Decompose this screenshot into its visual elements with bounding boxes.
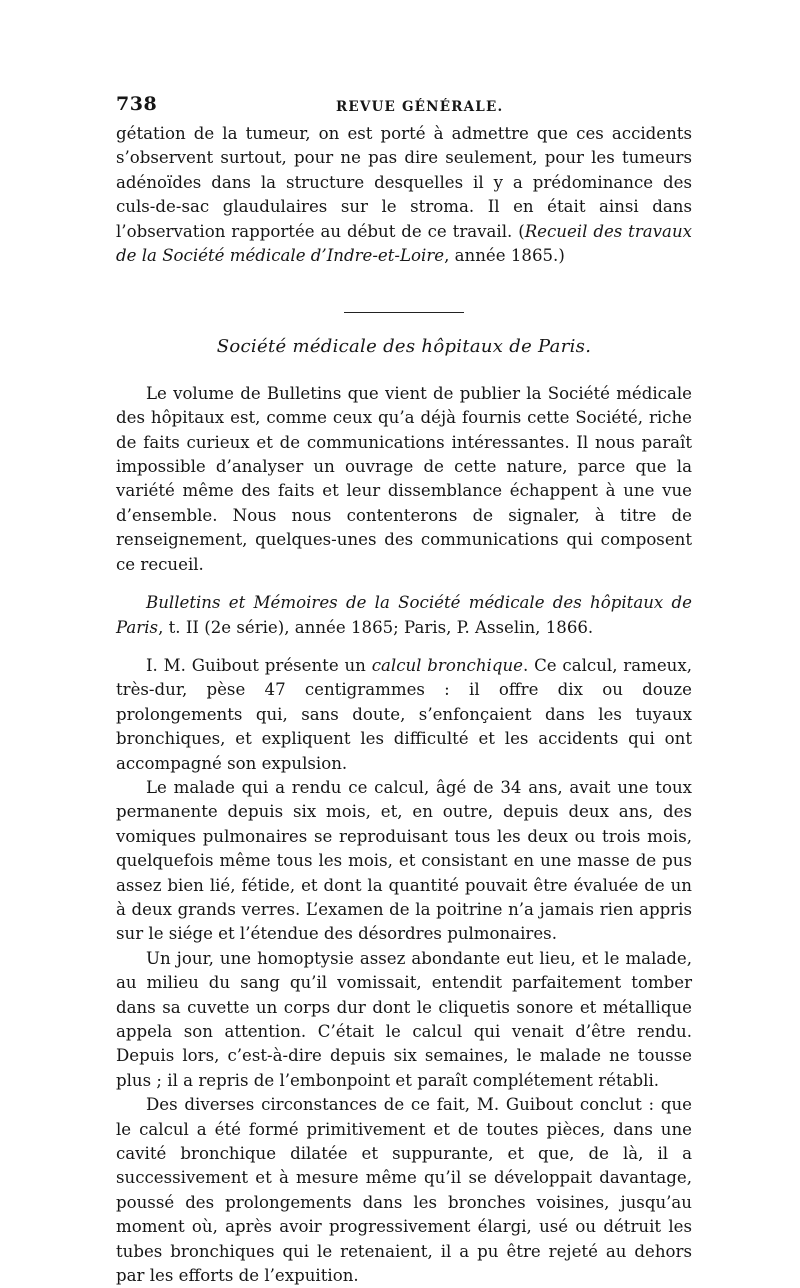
paragraph-volume: Le volume de Bulletins que vient de publier la Société médicale des hôpitaux est, comme ceux qu’a déjà fournis cette Société, riche de faits curieux et de communications intéressantes. Il nous paraît impossible d’analyser un ouvrage de cette nature, parce que la variété même des faits et leur dissemblance échappent à une vue d’ensemble. Nous nous contenterons de signaler, à titre de renseignement, quelques-unes des communications qui composent ce recueil.	[116, 383, 692, 574]
section-divider	[344, 312, 464, 313]
spacer	[116, 640, 692, 654]
paragraph-homoptysie: Un jour, une homoptysie assez abondante eut lieu, et le malade, au milieu du sang qu’il vomissait, entendit parfaitement tomber dans sa cuvette un corps dur dont le cliquetis sonore et métallique appela son attention. C’était le calcul qui venait d’être rendu. Depuis lors, c’est-à-dire depuis six semaines, le malade ne tousse plus ; il a repris de l’embonpoint et paraît complétement rétabli.	[116, 948, 692, 1090]
biblio-details: , t. II (2e série), année 1865; Paris, P. Asselin, 1866.	[158, 617, 594, 637]
p2-lead: I. M. Guibout présente un	[146, 655, 372, 675]
running-head: REVUE GÉNÉRALE.	[336, 99, 504, 115]
intro-tail: , année 1865.)	[444, 246, 565, 266]
bibliographic-reference	[116, 591, 692, 640]
paragraph-malade: Le malade qui a rendu ce calcul, âgé de 34 ans, avait une toux permanente depuis six mois, et, en outre, depuis deux ans, des vomiques pulmonaires se reproduisant tous les deux ou trois mois, quelquefois même tous les mois, et consistant en une masse de pus assez bien lié, fétide, et dont la quantité pouvait être évaluée de un à deux grands verres. L’examen de la poitrine n’a jamais rien appris sur le siége et l’étendue des désordres pulmonaires.	[116, 777, 692, 944]
intro-citation: Recueil des travaux de la Société médicale d’Indre-et-Loire	[116, 221, 692, 266]
page-header	[116, 92, 692, 122]
spacer	[116, 577, 692, 591]
paragraph-guibout	[116, 654, 692, 776]
section-title: Société médicale des hôpitaux de Paris.	[216, 336, 592, 358]
page-number: 738	[116, 93, 158, 115]
paragraph-conclusion: Des diverses circonstances de ce fait, M. Guibout conclut : que le calcul a été formé primitivement et de toutes pièces, dans une cavité bronchique dilatée et suppurante, et que, de là, il a successivement et à mesure même qu’il se développait davantage, poussé des prolongements dans les bronches voisines, jusqu’au moment où, après avoir progressivement élargi, usé ou détruit les tubes bronchiques qui le retenaient, il a pu être rejeté au dehors par les efforts de l’expuition.	[116, 1095, 692, 1286]
intro-paragraph	[116, 122, 692, 268]
biblio-title: Bulletins et Mémoires de la Société médicale des hôpitaux de Paris	[116, 593, 692, 637]
document-page	[116, 92, 692, 1288]
p2-tail: . Ce calcul, rameux, très-dur, pèse 47 centigrammes : il offre dix ou douze prolongements qui, sans doute, s’enfonçaient dans les tuyaux bronchiques, et expliquent les difficulté et les accidents qui ont accompagné son expulsion.	[116, 655, 692, 773]
intro-text: gétation de la tumeur, on est porté à admettre que ces accidents s’observent surtout, pour ne pas dire seulement, pour les tumeurs adénoïdes dans la structure desquelles il y a prédominance des culs-de-sac glaudulaires sur le stroma. Il en était ainsi dans l’observation rapportée au début de ce travail. (	[116, 124, 692, 241]
p2-italic: calcul bronchique	[371, 655, 523, 675]
